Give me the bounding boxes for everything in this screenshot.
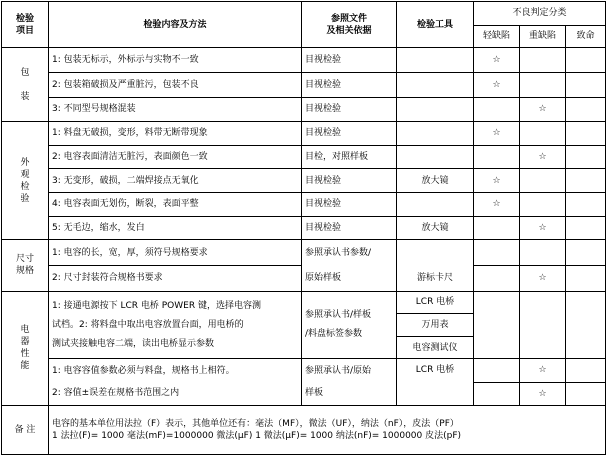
row-content: 1: 接通电源按下 LCR 电桥 POWER 键，选择电容测 试档。2: 将料盘中取出电容放置台面，用电桥的 测试夹接触电容二端，读出电桥显示参数 [49,291,302,359]
major-star-icon: ☆ [520,145,566,169]
minor-star-icon: ☆ [474,72,520,97]
header-content: 检验内容及方法 [49,2,302,48]
row-content: 1: 包装无标示，外标示与实物不一致 [49,48,302,73]
note-label: 备 注 [2,405,49,454]
row-reference: 参照承认书/样板 /料盘标签参数 [302,291,397,359]
minor-star-icon: ☆ [474,122,520,146]
note-line-1: 电容的基本单位用法拉（F）表示，其他单位还有：毫法（MF），微法（UF），纳法（nF），皮法（PF） [52,418,459,429]
category-dimensions: 尺寸 规格 [2,240,49,291]
inspection-table [1,1,606,455]
critical-star-icon [566,145,606,169]
row-tool [397,48,474,73]
row-tool [397,145,474,169]
row-reference: 目检，对照样板 [302,145,397,169]
row-reference: 目视检验 [302,122,397,146]
major-star-icon [520,122,566,146]
minor-star-icon [474,291,520,359]
critical-star-icon [566,72,606,97]
header-reference: 参照文件 及相关依据 [302,2,397,48]
row-content: 3: 不同型号规格混装 [49,97,302,122]
critical-star-icon [566,265,606,291]
row-content: 1: 料盘无破损，变形，料带无断带现象 [49,122,302,146]
row-reference: 原始样板 [302,265,397,291]
row-tool: LCR 电桥 [397,359,474,405]
row-tool [397,122,474,146]
minor-cell [474,382,520,405]
row-content: 2: 电容表面清洁无脏污，表面颜色一致 [49,145,302,169]
header-defect-class: 不良判定分类 [474,2,606,26]
category-electrical: 电 器 性 能 [2,291,49,405]
critical-star-icon [566,216,606,240]
header-tool: 检验工具 [397,2,474,48]
critical-cell [566,382,606,405]
header-item: 检验 项目 [2,2,49,48]
category-packaging: 包 装 [2,48,49,122]
row-reference: 目视检验 [302,193,397,217]
row-reference: 目视检验 [302,48,397,73]
row-reference: 目视检验 [302,72,397,97]
header-major: 重缺陷 [520,25,566,48]
major-star-icon [520,291,566,359]
row-tool: LCR 电桥 [397,291,474,314]
header-minor: 轻缺陷 [474,25,520,48]
row-reference: 参照承认书参数/ [302,240,397,266]
critical-star-icon [566,122,606,146]
row-reference: 目视检验 [302,97,397,122]
row-tool: 电容测试仪 [397,336,474,359]
major-star-icon [520,48,566,73]
row-content: 4: 电容表面无划伤，断裂，表面平整 [49,193,302,217]
row-tool: 放大镜 [397,216,474,240]
minor-star-icon [474,265,520,291]
major-star-icon: ☆ [520,97,566,122]
minor-star-icon [474,97,520,122]
critical-cell [566,359,606,382]
major-star-icon [520,240,566,266]
row-tool: 放大镜 [397,169,474,193]
major-star-icon [520,169,566,193]
row-reference: 目视检验 [302,169,397,193]
row-content: 1: 电容容值参数必须与料盘，规格书上相符。 2: 容值±误差在规格书范围之内 [49,359,302,405]
row-tool: 游标卡尺 [397,265,474,291]
major-star-icon: ☆ [520,359,566,382]
major-star-icon: ☆ [520,382,566,405]
major-star-icon: ☆ [520,265,566,291]
row-content: 5: 无毛边，缩水，发白 [49,216,302,240]
major-star-icon [520,193,566,217]
minor-star-icon [474,145,520,169]
minor-star-icon [474,216,520,240]
row-content: 2: 包装箱破损及严重脏污，包装不良 [49,72,302,97]
row-reference: 参照承认书/原始 样板 [302,359,397,405]
minor-cell [474,359,520,382]
row-content: 1: 电容的长，宽，厚，须符号规格要求 [49,240,302,266]
critical-star-icon [566,240,606,266]
row-content: 3: 无变形，破损，二端焊接点无氧化 [49,169,302,193]
header-critical: 致命 [566,25,606,48]
critical-star-icon [566,291,606,359]
category-appearance: 外 观 检 验 [2,122,49,240]
major-star-icon: ☆ [520,216,566,240]
critical-star-icon [566,193,606,217]
major-star-icon [520,72,566,97]
row-tool [397,97,474,122]
minor-star-icon: ☆ [474,169,520,193]
row-tool [397,193,474,217]
note-line-2: 1 法拉(F)= 1000 毫法(mF)=1000000 微法(μF) 1 微法(μF)= 1000 纳法(nF)= 1000000 皮法(pF) [52,430,462,441]
row-tool: 万用表 [397,314,474,337]
row-tool [397,72,474,97]
row-tool [397,240,474,266]
critical-star-icon [566,97,606,122]
minor-star-icon: ☆ [474,193,520,217]
note-text [49,405,606,454]
row-reference: 目视检验 [302,216,397,240]
critical-star-icon [566,169,606,193]
row-content: 2: 尺寸封装符合规格书要求 [49,265,302,291]
minor-star-icon: ☆ [474,48,520,73]
minor-star-icon [474,240,520,266]
critical-star-icon [566,48,606,73]
